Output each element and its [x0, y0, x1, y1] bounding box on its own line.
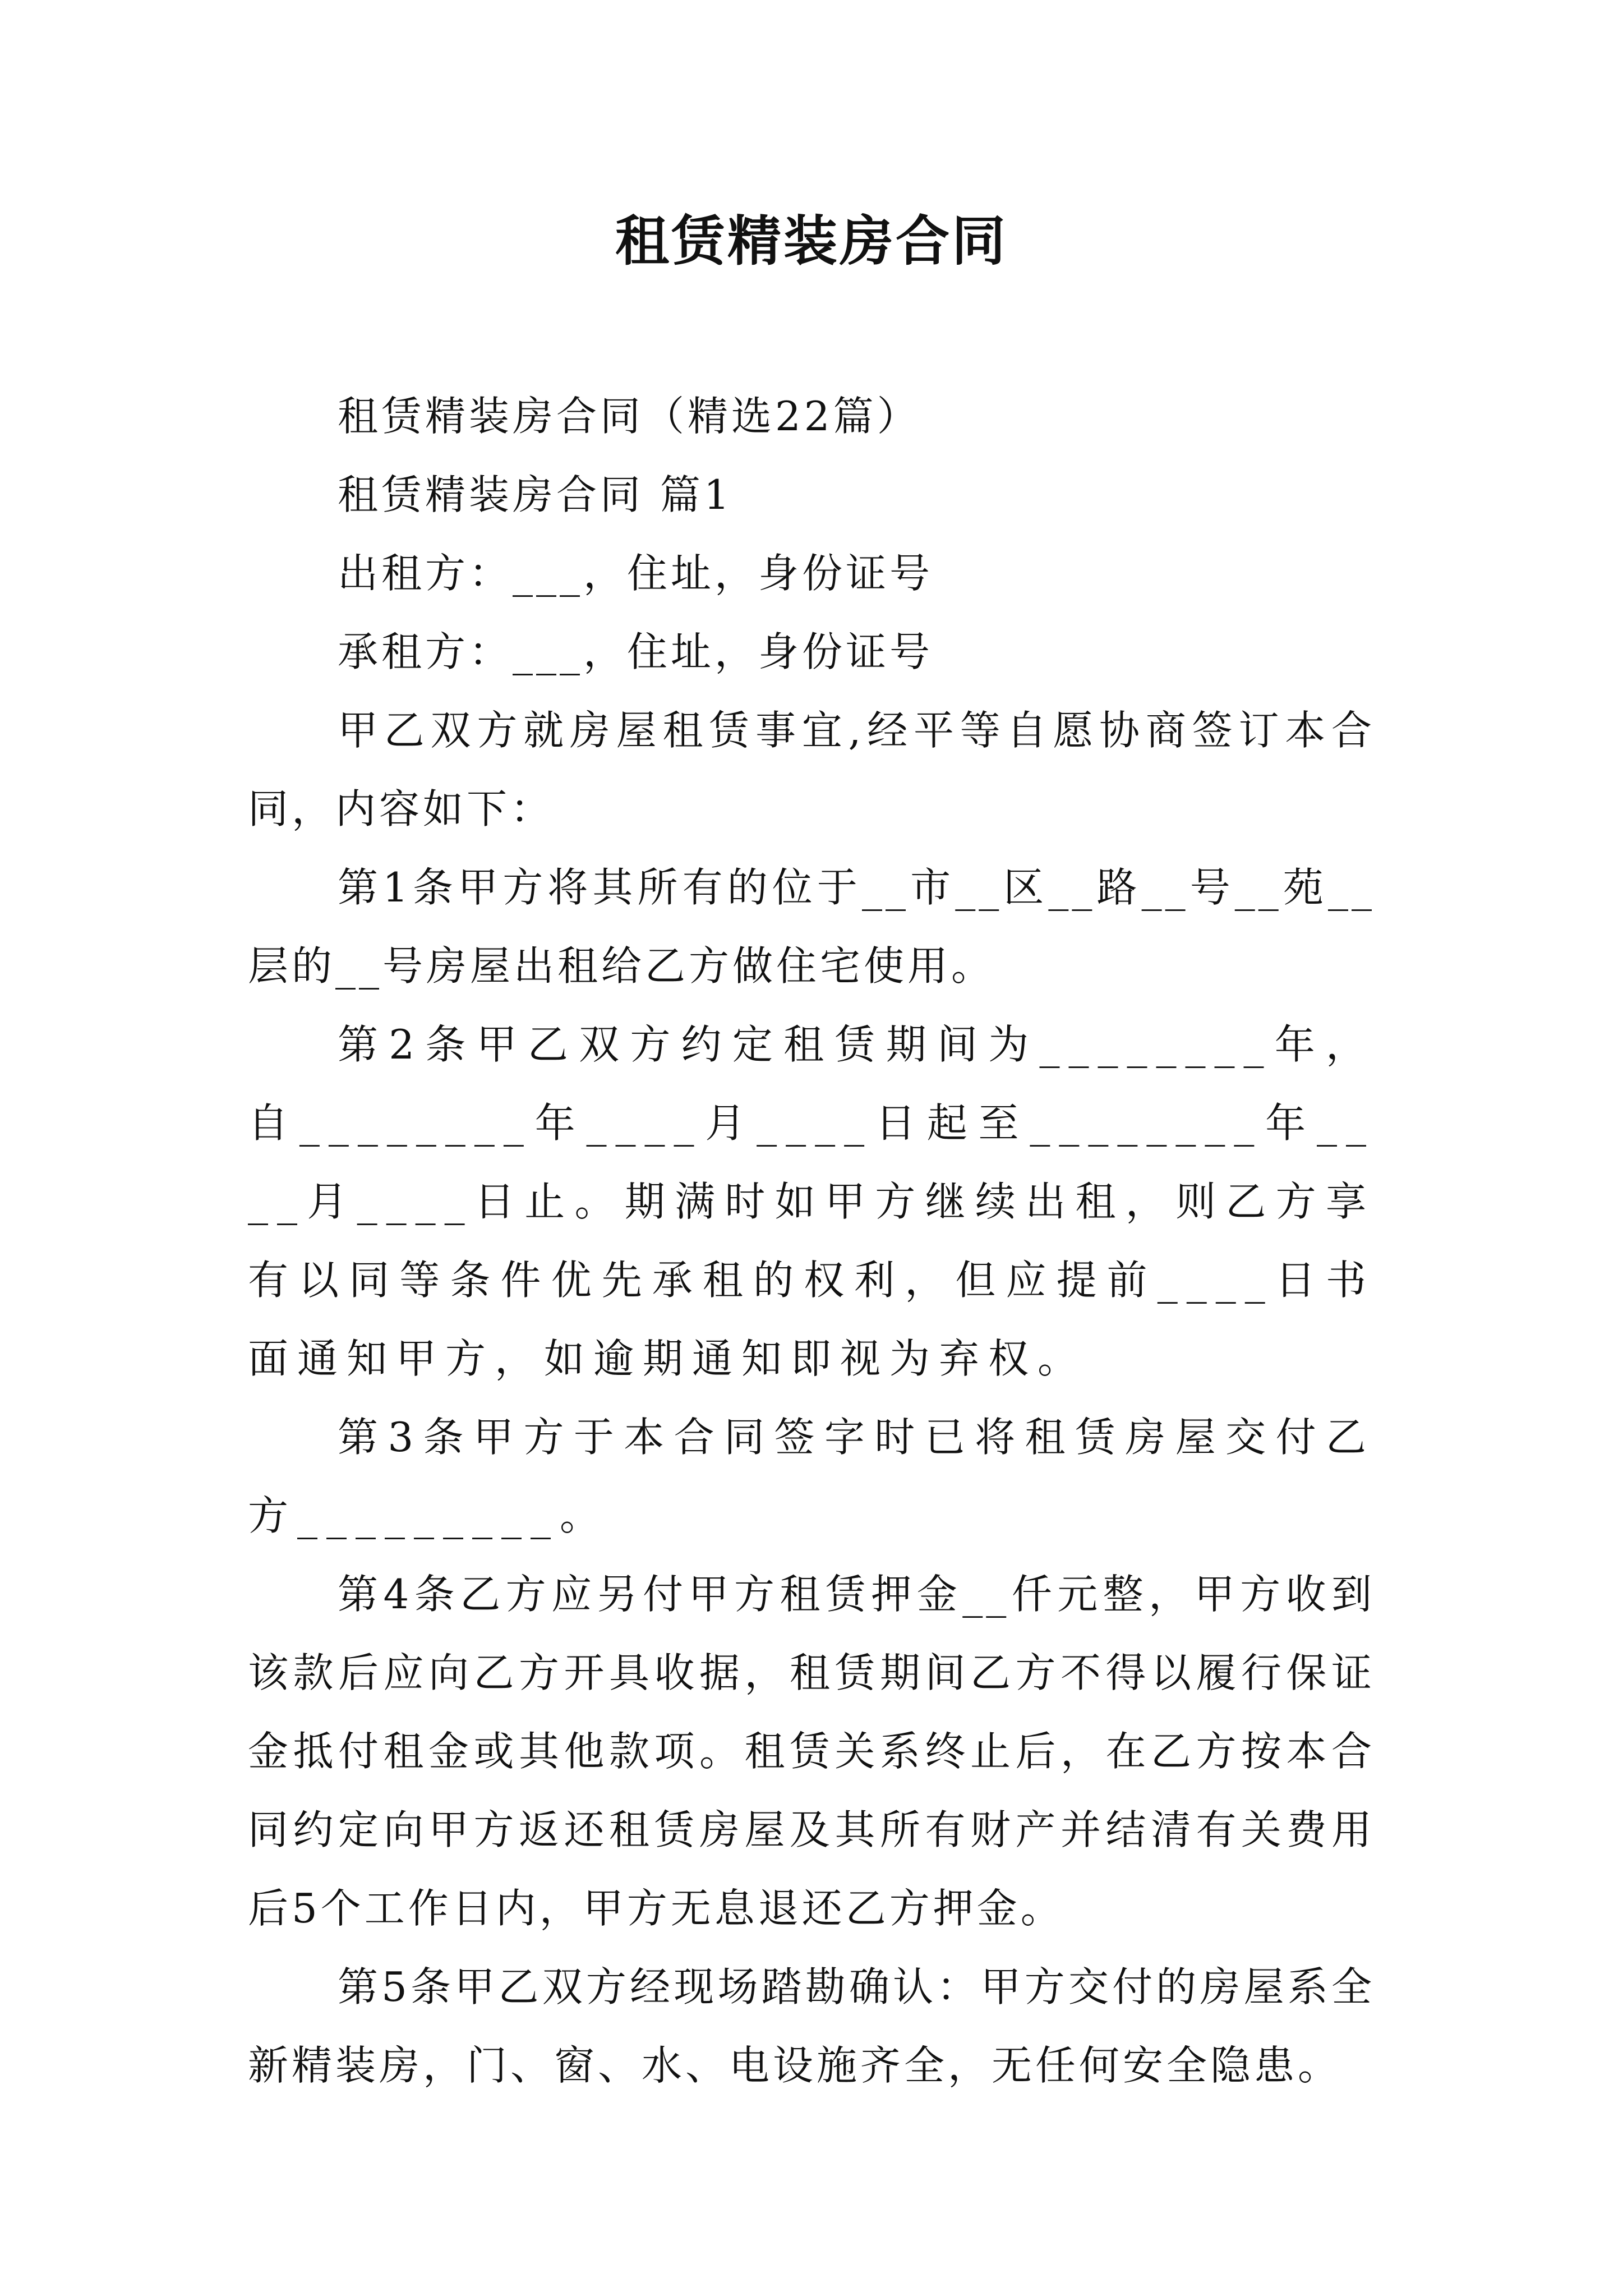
document-title: 租赁精装房合同 — [615, 209, 1008, 273]
intro-paragraph: 甲乙双方就房屋租赁事宜,经平等自愿协商签订本合同，内容如下： — [248, 707, 1375, 832]
section-heading: 租赁精装房合同 篇1 — [338, 471, 733, 518]
clause-1: 第1条甲方将其所有的位于__市__区__路__号__苑__层的__号房屋出租给乙方做住宅使用。 — [248, 864, 1375, 990]
lessor-line: 出租方：___，住址，身份证号 — [338, 550, 934, 597]
subtitle-paragraph: 租赁精装房合同（精选22篇） — [338, 393, 921, 440]
lessee-line: 承租方：___，住址，身份证号 — [338, 628, 934, 675]
clause-3: 第3条甲方于本合同签字时已将租赁房屋交付乙方_________。 — [248, 1414, 1375, 1539]
document-body — [248, 377, 1375, 2105]
clause-5: 第5条甲乙双方经现场踏勘确认：甲方交付的房屋系全新精装房，门、窗、水、电设施齐全，无任何安全隐患。 — [248, 1963, 1375, 2089]
clause-2: 第2条甲乙双方约定租赁期间为________年，自________年____月____日起至________年____月____日止。期满时如甲方继续出租，则乙方享有以同等条件优先承租的权利，但应提前____日书面通知甲方，如逾期通知即视为弃权。 — [248, 1021, 1375, 1382]
clause-4: 第4条乙方应另付甲方租赁押金__仟元整，甲方收到该款后应向乙方开具收据，租赁期间乙方不得以履行保证金抵付租金或其他款项。租赁关系终止后，在乙方按本合同约定向甲方返还租赁房屋及其所有财产并结清有关费用后5个工作日内，甲方无息退还乙方押金。 — [248, 1571, 1375, 1932]
